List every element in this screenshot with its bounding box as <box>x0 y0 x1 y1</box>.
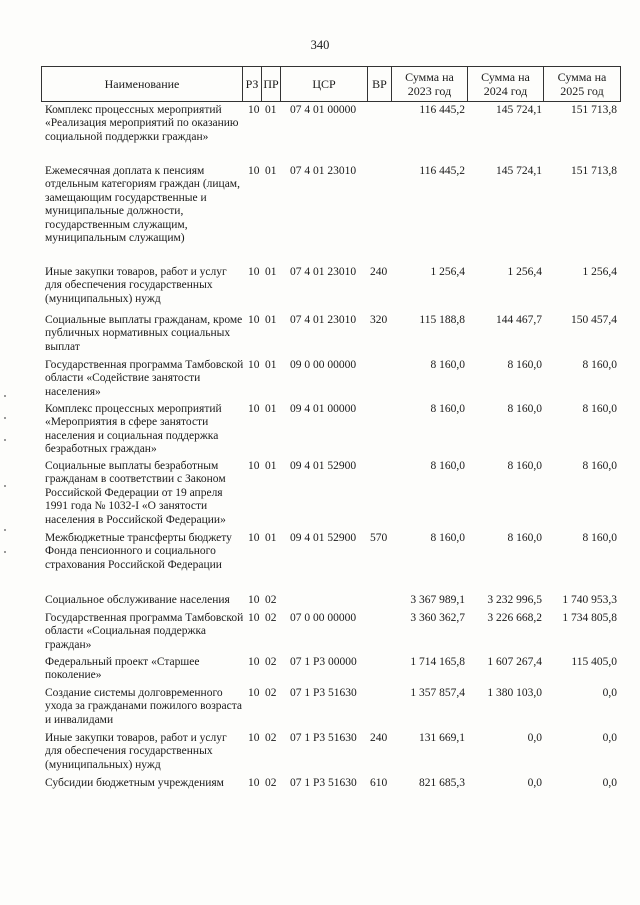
row-name: Федеральный проект «Старшее поколение» <box>45 656 200 682</box>
row-vr: 320 <box>370 314 388 326</box>
row-name: Комплекс процессных мероприятий «Реализация мероприятий по оказанию социальной поддержки граждан» <box>45 104 239 143</box>
row-sum-2024: 1 380 103,0 <box>487 687 542 699</box>
row-sum-2025: 1 256,4 <box>582 266 617 278</box>
row-sum-2023: 8 160,0 <box>430 359 465 371</box>
row-name: Межбюджетные трансферты бюджету Фонда пенсионного и социального страхования Российской Федерации <box>45 532 232 571</box>
row-sum-2025: 150 457,4 <box>571 314 617 326</box>
row-sum-2024: 1 256,4 <box>507 266 542 278</box>
row-name: Социальные выплаты безработным гражданам в соответствии с Законом Российской Федерации от 19 апреля 1991 года № 1032-I «О занятости населения в Российской Федерации» <box>45 460 226 526</box>
row-pr: 02 <box>265 732 277 744</box>
row-csr: 07 1 P3 51630 <box>290 687 357 699</box>
row-csr: 07 1 P3 00000 <box>290 656 357 668</box>
row-sum-2024: 1 607 267,4 <box>487 656 542 668</box>
header-vr: ВР <box>367 67 391 101</box>
row-sum-2023: 8 160,0 <box>430 460 465 472</box>
row-csr: 07 1 P3 51630 <box>290 732 357 744</box>
row-sum-2023: 116 445,2 <box>419 104 465 116</box>
row-sum-2023: 8 160,0 <box>430 532 465 544</box>
row-rz: 10 <box>248 687 260 699</box>
row-sum-2023: 1 357 857,4 <box>410 687 465 699</box>
header-name: Наименование <box>104 77 180 91</box>
row-sum-2024: 0,0 <box>527 732 542 744</box>
row-sum-2023: 1 256,4 <box>430 266 465 278</box>
row-pr: 02 <box>265 612 277 624</box>
row-csr: 07 0 00 00000 <box>290 612 357 624</box>
row-csr: 07 4 01 00000 <box>290 104 357 116</box>
row-sum-2024: 145 724,1 <box>496 165 542 177</box>
row-csr: 09 4 01 52900 <box>290 460 357 472</box>
header-sum-2024: Сумма на 2024 год <box>467 67 543 101</box>
row-sum-2025: 1 734 805,8 <box>562 612 617 624</box>
row-name: Государственная программа Тамбовской области «Социальная поддержка граждан» <box>45 612 244 651</box>
row-pr: 02 <box>265 777 277 789</box>
row-pr: 01 <box>265 104 277 116</box>
row-pr: 02 <box>265 594 277 606</box>
row-sum-2025: 151 713,8 <box>571 165 617 177</box>
row-vr: 570 <box>370 532 388 544</box>
row-sum-2025: 1 740 953,3 <box>562 594 617 606</box>
row-rz: 10 <box>248 777 260 789</box>
row-vr: 240 <box>370 266 388 278</box>
row-vr: 240 <box>370 732 388 744</box>
row-sum-2025: 0,0 <box>602 732 617 744</box>
row-sum-2025: 115 405,0 <box>571 656 617 668</box>
row-sum-2024: 145 724,1 <box>496 104 542 116</box>
row-csr: 07 1 P3 51630 <box>290 777 357 789</box>
row-sum-2024: 8 160,0 <box>507 359 542 371</box>
row-sum-2023: 115 188,8 <box>419 314 465 326</box>
row-sum-2023: 3 367 989,1 <box>410 594 465 606</box>
row-sum-2025: 0,0 <box>602 777 617 789</box>
row-name: Субсидии бюджетным учреждениям <box>45 777 224 789</box>
row-csr: 07 4 01 23010 <box>290 165 357 177</box>
row-vr: 610 <box>370 777 388 789</box>
row-sum-2024: 3 232 996,5 <box>487 594 542 606</box>
row-sum-2023: 1 714 165,8 <box>410 656 465 668</box>
row-rz: 10 <box>248 732 260 744</box>
row-pr: 01 <box>265 403 277 415</box>
row-sum-2024: 144 467,7 <box>496 314 542 326</box>
page-number: 340 <box>310 38 330 52</box>
row-sum-2025: 8 160,0 <box>582 532 617 544</box>
row-csr: 09 4 01 52900 <box>290 532 357 544</box>
row-name: Социальные выплаты гражданам, кроме публичных нормативных социальных выплат <box>45 314 243 353</box>
row-pr: 01 <box>265 532 277 544</box>
row-csr: 09 4 01 00000 <box>290 403 357 415</box>
row-rz: 10 <box>248 403 260 415</box>
row-rz: 10 <box>248 594 260 606</box>
row-sum-2025: 0,0 <box>602 687 617 699</box>
row-csr: 07 4 01 23010 <box>290 314 357 326</box>
row-pr: 02 <box>265 687 277 699</box>
row-pr: 01 <box>265 165 277 177</box>
row-sum-2025: 8 160,0 <box>582 460 617 472</box>
row-sum-2023: 131 669,1 <box>419 732 465 744</box>
row-name: Иные закупки товаров, работ и услуг для обеспечения государственных (муниципальных) нужд <box>45 266 227 305</box>
row-name: Государственная программа Тамбовской области «Содействие занятости населения» <box>45 359 244 398</box>
row-rz: 10 <box>248 314 260 326</box>
row-sum-2023: 821 685,3 <box>419 777 465 789</box>
row-name: Иные закупки товаров, работ и услуг для обеспечения государственных (муниципальных) нужд <box>45 732 227 771</box>
header-sum-2023: Сумма на 2023 год <box>391 67 467 101</box>
row-rz: 10 <box>248 612 260 624</box>
row-csr: 07 4 01 23010 <box>290 266 357 278</box>
row-sum-2023: 8 160,0 <box>430 403 465 415</box>
scan-margin-marks <box>4 395 8 555</box>
row-rz: 10 <box>248 460 260 472</box>
row-rz: 10 <box>248 266 260 278</box>
table-header <box>41 66 621 102</box>
row-pr: 02 <box>265 656 277 668</box>
row-sum-2025: 8 160,0 <box>582 359 617 371</box>
row-name: Ежемесячная доплата к пенсиям отдельным категориям граждан (лицам, замещающим государственные и муниципальные должности, государственным служащим, муниципальным служащим) <box>45 165 240 245</box>
header-sum-2025: Сумма на 2025 год <box>543 67 620 101</box>
row-sum-2024: 8 160,0 <box>507 532 542 544</box>
row-rz: 10 <box>248 532 260 544</box>
row-rz: 10 <box>248 359 260 371</box>
row-sum-2025: 151 713,8 <box>571 104 617 116</box>
row-rz: 10 <box>248 104 260 116</box>
row-sum-2024: 8 160,0 <box>507 460 542 472</box>
row-rz: 10 <box>248 165 260 177</box>
row-sum-2024: 0,0 <box>527 777 542 789</box>
row-sum-2023: 3 360 362,7 <box>410 612 465 624</box>
row-sum-2025: 8 160,0 <box>582 403 617 415</box>
row-name: Комплекс процессных мероприятий «Мероприятия в сфере занятости населения и социальная поддержка безработных граждан» <box>45 403 222 456</box>
row-pr: 01 <box>265 314 277 326</box>
row-sum-2023: 116 445,2 <box>419 165 465 177</box>
row-rz: 10 <box>248 656 260 668</box>
row-name: Социальное обслуживание населения <box>45 594 230 606</box>
header-pr: ПР <box>261 67 280 101</box>
row-csr: 09 0 00 00000 <box>290 359 357 371</box>
row-pr: 01 <box>265 359 277 371</box>
row-sum-2024: 3 226 668,2 <box>487 612 542 624</box>
row-pr: 01 <box>265 266 277 278</box>
row-pr: 01 <box>265 460 277 472</box>
header-rz: РЗ <box>242 67 261 101</box>
row-name: Создание системы долговременного ухода за гражданами пожилого возраста и инвалидами <box>45 687 243 726</box>
row-sum-2024: 8 160,0 <box>507 403 542 415</box>
header-csr: ЦСР <box>280 67 367 101</box>
